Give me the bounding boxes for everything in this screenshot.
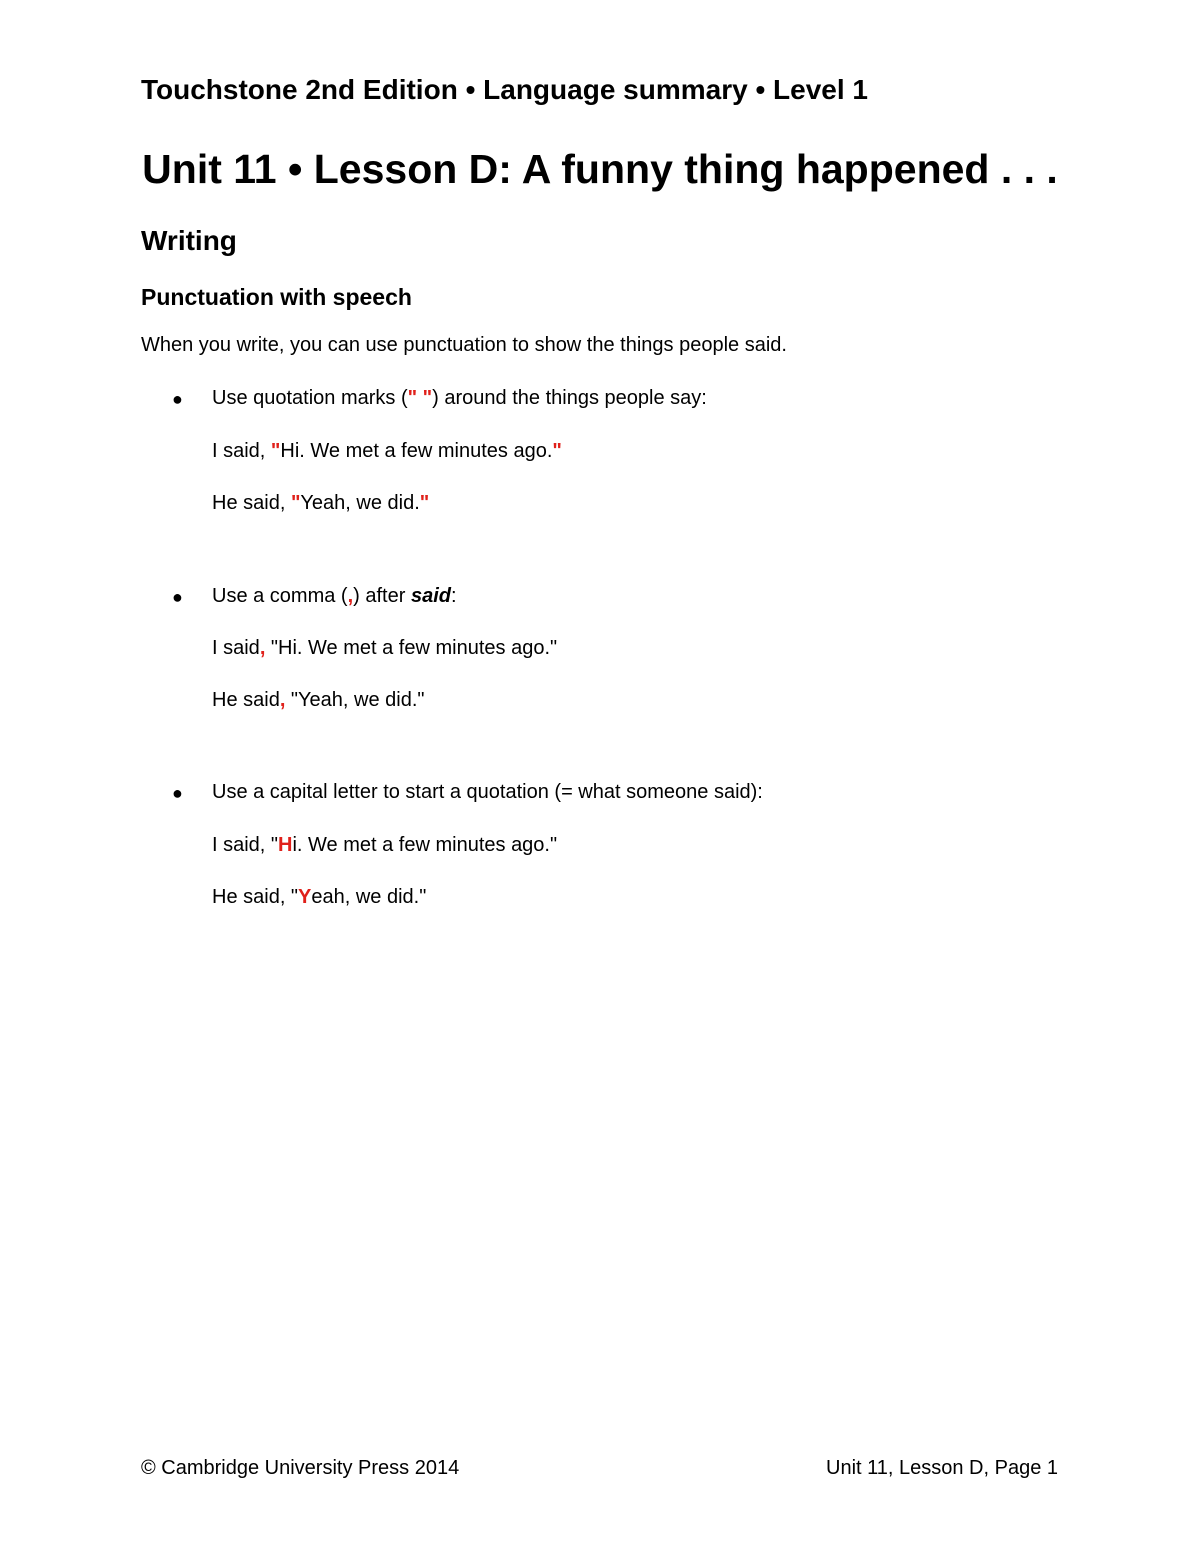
bullet-dot: ● <box>172 389 183 409</box>
example-line: He said, "Yeah, we did." <box>212 492 430 514</box>
unit-title: Unit 11 • Lesson D: A funny thing happened . . . <box>142 146 1058 192</box>
example-line: He said, "Yeah, we did." <box>212 689 425 711</box>
example-line: I said, "Hi. We met a few minutes ago." <box>212 440 562 462</box>
example-line: He said, "Yeah, we did." <box>212 886 427 908</box>
example-line: I said, "Hi. We met a few minutes ago." <box>212 637 558 659</box>
bullet-dot: ● <box>172 783 183 803</box>
footer-page-info: Unit 11, Lesson D, Page 1 <box>826 1457 1058 1479</box>
document-header: Touchstone 2nd Edition • Language summary • Level 1 <box>141 74 868 105</box>
section-title: Writing <box>141 225 237 256</box>
example-line: I said, "Hi. We met a few minutes ago." <box>212 834 558 856</box>
intro-text: When you write, you can use punctuation to show the things people said. <box>141 334 787 356</box>
footer-copyright: © Cambridge University Press 2014 <box>141 1457 460 1479</box>
bullet-3-text: Use a capital letter to start a quotation (= what someone said): <box>212 781 763 803</box>
subsection-title: Punctuation with speech <box>141 284 412 310</box>
bullet-dot: ● <box>172 587 183 607</box>
bullet-2-text: Use a comma (,) after said: <box>212 585 457 607</box>
bullet-1-text: Use quotation marks (" ") around the things people say: <box>212 387 707 409</box>
